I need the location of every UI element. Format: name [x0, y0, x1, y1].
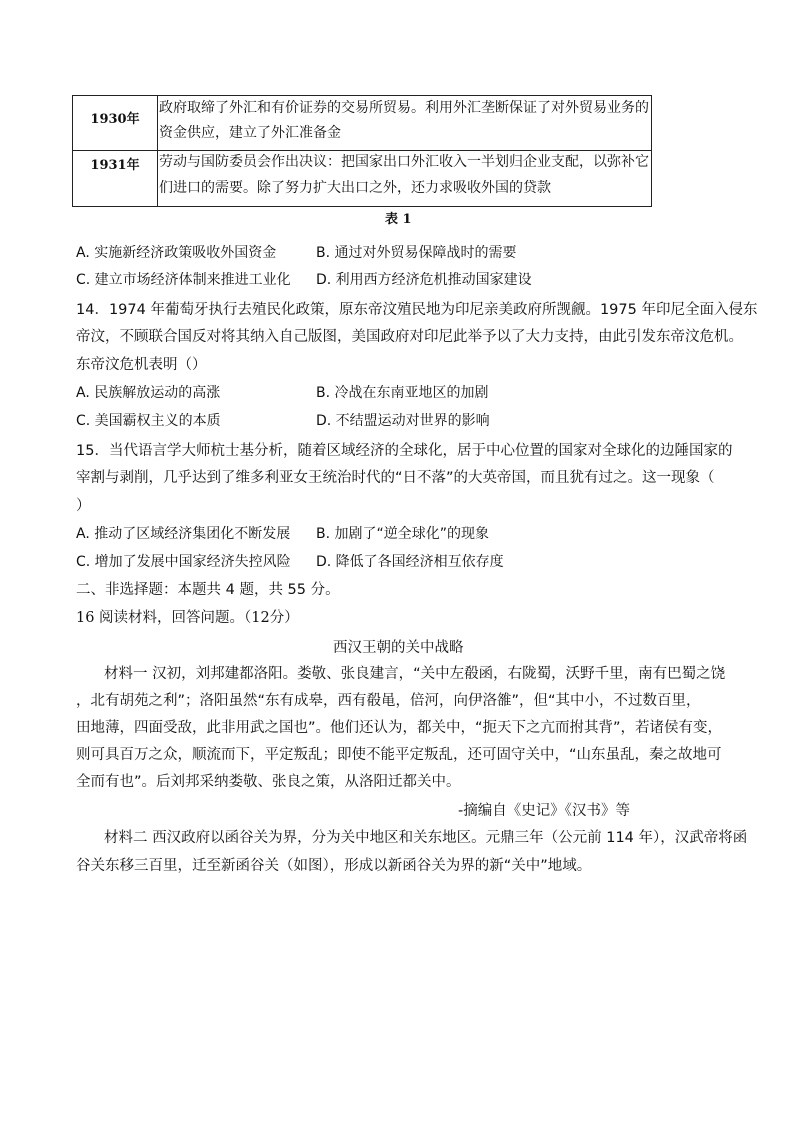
q13-option-b: B. 通过对外贸易保障战时的需要 [316, 245, 517, 261]
material1-line1: 材料一 汉初，刘邦建都洛阳。娄敬、张良建言，“关中左殽函，右陇蜀，沃野千里，南有巴蜀之饶 [104, 666, 726, 682]
q14-stem-line2: 帝汶，不顾联合国反对将其纳入自己版图，美国政府对印尼此举予以了大力支持，由此引发东帝汶危机。 [76, 329, 743, 345]
table-cell-1931-line1: 劳动与国防委员会作出决议：把国家出口外汇收入一半划归企业支配，以弥补它 [159, 154, 649, 170]
material2-line1: 材料二 西汉政府以函谷关为界，分为关中地区和关东地区。元鼎三年（公元前 114 年），汉武帝将函 [104, 830, 748, 846]
q13-option-a: A. 实施新经济政策吸收外国资金 [76, 245, 277, 261]
material1-line3: 田地薄，四面受敌，此非用武之国也”。他们还认为，都关中，“扼天下之亢而拊其背”，若诸侯有变， [76, 720, 723, 736]
q14-stem-line3: 东帝汶危机表明（） [76, 357, 207, 373]
q14-option-d: D. 不结盟运动对世界的影响 [316, 413, 490, 429]
table-caption: 表 1 [385, 212, 412, 227]
table-cell-1930-line2: 资金供应，建立了外汇准备金 [159, 125, 341, 141]
q15-stem-line1: 15．当代语言学大师杭士基分析，随着区域经济的全球化，居于中心位置的国家对全球化的边陲国家的 [76, 443, 733, 459]
material1-line4: 则可具百万之众，顺流而下，平定叛乱；即使不能平定叛乱，还可固守关中，“山东虽乱，秦之故地可 [76, 747, 722, 763]
section-heading: 二、非选择题：本题共 4 题，共 55 分。 [76, 582, 340, 598]
q14-option-b: B. 冷战在东南亚地区的加剧 [316, 385, 489, 401]
table-year-1930: 1930年 [90, 112, 140, 127]
q15-option-a: A. 推动了区域经济集团化不断发展 [76, 526, 291, 542]
q14-option-c: C. 美国霸权主义的本质 [76, 413, 221, 429]
material2-line2: 谷关东移三百里，迁至新函谷关（如图），形成以新函谷关为界的新“关中”地域。 [76, 858, 592, 874]
q15-stem-line2: 宰割与剥削，几乎达到了维多利亚女王统治时代的“日不落”的大英帝国，而且犹有过之。这一现象（ [76, 470, 715, 486]
q14-option-a: A. 民族解放运动的高涨 [76, 385, 221, 401]
q15-option-b: B. 加剧了“逆全球化”的现象 [316, 526, 490, 542]
q14-stem-line1: 14．1974 年葡萄牙执行去殖民化政策，原东帝汶殖民地为印尼亲美政府所觊觎。1975 年印尼全面入侵东 [76, 302, 758, 318]
q13-option-c: C. 建立市场经济体制来推进工业化 [76, 272, 291, 288]
data-table [72, 95, 652, 207]
material1-line5: 全而有也”。后刘邦采纳娄敬、张良之策，从洛阳迁都关中。 [76, 774, 461, 790]
table-cell-1930-line1: 政府取缔了外汇和有价证券的交易所贸易。利用外汇垄断保证了对外贸易业务的 [159, 100, 649, 116]
table-year-1931: 1931年 [90, 158, 140, 173]
q15-option-d: D. 降低了各国经济相互依存度 [316, 554, 504, 570]
material1-line2: ，北有胡苑之利”；洛阳虽然“东有成皋，西有殽黾，倍河，向伊洛雒”，但“其中小，不过数百里， [76, 693, 701, 709]
table-column-divider [157, 96, 158, 206]
q15-option-c: C. 增加了发展中国家经济失控风险 [76, 554, 291, 570]
q15-stem-line3: ） [76, 498, 91, 514]
table-row-divider [73, 150, 651, 151]
table-cell-1931-line2: 们进口的需要。除了努力扩大出口之外，还力求吸收外国的贷款 [159, 180, 551, 196]
q16-title: 西汉王朝的关中战略 [333, 640, 464, 656]
q16-prompt: 16 阅读材料，回答问题。（12分） [76, 610, 299, 626]
q13-option-d: D. 利用西方经济危机推动国家建设 [316, 272, 532, 288]
material1-source: -摘编自《史记》《汉书》等 [458, 803, 630, 819]
